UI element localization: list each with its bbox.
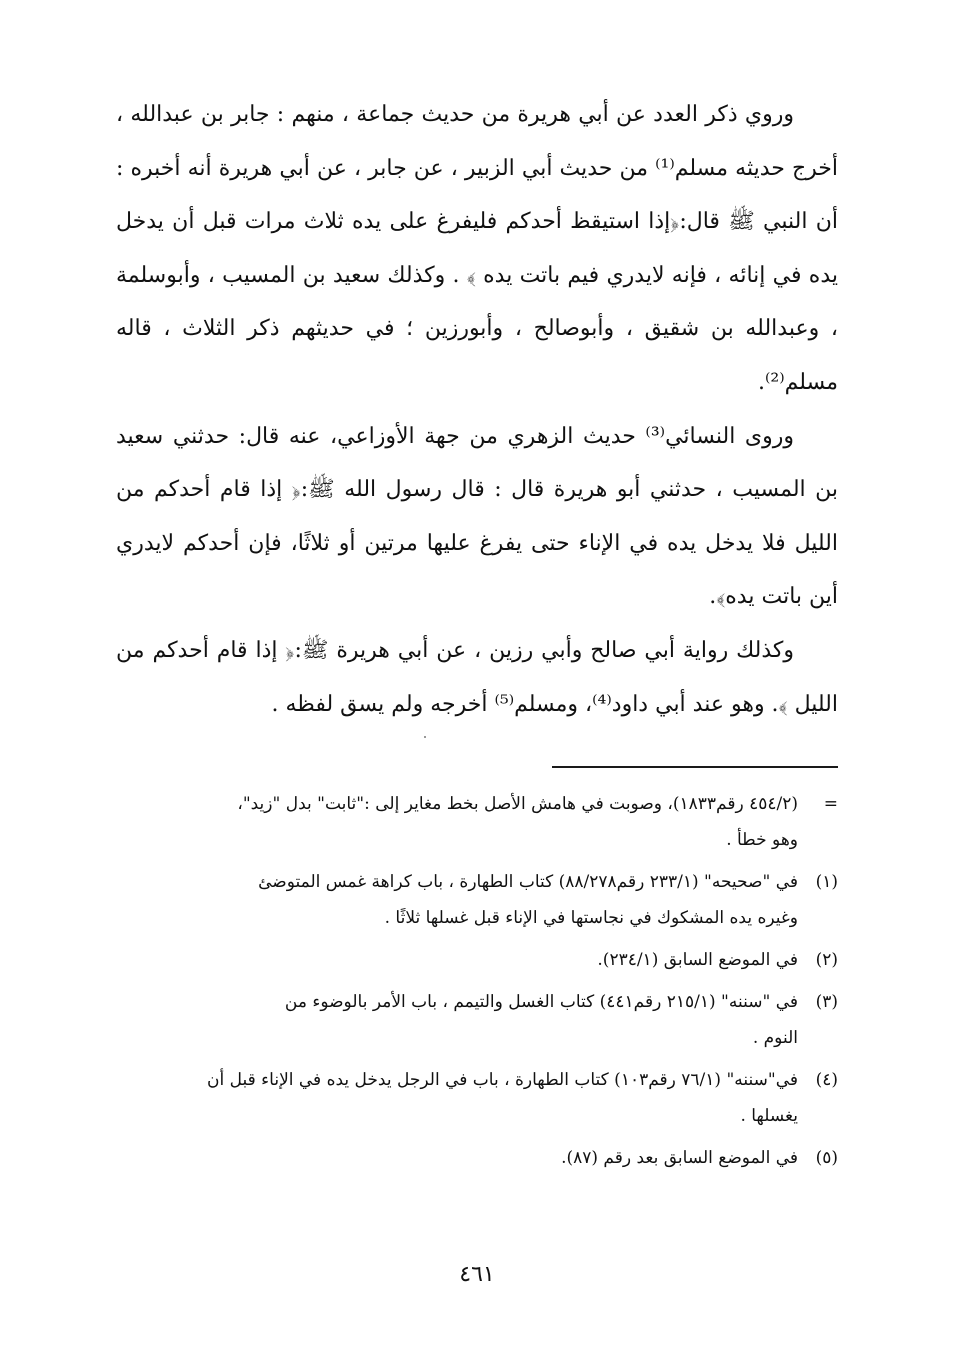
footnote-marker: (١) [815,872,838,892]
footnote-line: في "سننه" (٢١٥/١ رقم٤٤١) كتاب الغسل والتيمم ، باب الأمر بالوضوء من [284,992,798,1012]
footnote-marker: (٥) [815,1148,838,1168]
footnote-marker: (٤) [815,1070,838,1090]
footnote-line: (٤٥٤/٢ رقم١٨٣٣)، وصوبت في هامش الأصل بخط مغاير إلى :"ثابت" بدل "زيد"، [237,794,798,814]
main-text [116,88,838,731]
footnote-divider [552,766,838,768]
footnote-line: النوم . [752,1028,798,1048]
footnote-line: في الموضع السابق (٢٣٤/١). [597,950,798,970]
footnote-4 [116,1062,838,1134]
paragraph-1: وروي ذكر العدد عن أبي هريرة من حديث جماعة ، منهم : جابر بن عبدالله ، أخرج حديثه مسلم⁽¹⁾ من حديث أبي الزبير ، عن جابر ، عن أبي هريرة أنه أخبره : أن النبي ﷺ قال:﴿إذا استيقظ أحدكم فليفرغ على يده ثلاث مرات قبل أن يدخل يده في إنائه ، فإنه لايدري فيم باتت يده ﴾ . وكذلك سعيد بن المسيب ، وأبوسلمة ، وعبدالله بن شقيق ، وأبوصالح ، وأبورزين ؛ في حديثهم ذكر الثلاث ، قاله مسلم⁽²⁾. [116,102,838,395]
footnote-line: يغسلها . [740,1106,798,1126]
footnote-line: في الموضع السابق بعد رقم (٨٧). [561,1148,798,1168]
footnote-2 [116,942,838,978]
footnote-line: وهو خطأ . [726,830,798,850]
footnote-marker: (٢) [815,950,838,970]
page-number: ٤٦١ [459,1262,495,1287]
footnotes [116,786,838,1182]
paragraph-2: وروى النسائي⁽³⁾ حديث الزهري من جهة الأوزاعي، عنه قال: حدثني سعيد بن المسيب ، حدثني أبو هريرة قال : قال رسول الله ﷺ:﴿ إذا قام أحدكم من الليل فلا يدخل يده في الإناء حتى يفرغ عليها مرتين أو ثلاثًا، فإن أحدكم لايدري أين باتت يده﴾. [116,423,838,610]
footnote-line: وغيره يده المشكوك في نجاستها في الإناء قبل غسلها ثلاثًا . [384,908,798,928]
footnote-marker: = [823,794,838,814]
footnote-5 [116,1140,838,1176]
footnote-continuation [116,786,838,858]
footnote-marker: (٣) [815,992,838,1012]
footnote-line: في"سننه" (٧٦/١ رقم١٠٣) كتاب الطهارة ، باب في الرجل يدخل يده في الإناء قبل أن [207,1070,798,1090]
footnote-1 [116,864,838,936]
footnote-line: في "صحيحه" (٢٣٣/١ رقم٨٨/٢٧٨) كتاب الطهارة ، باب كراهة غمس المتوضئ [258,872,798,892]
footnote-3 [116,984,838,1056]
scan-speck [424,736,426,738]
paragraph-3: وكذلك رواية أبي صالح وأبي رزين ، عن أبي هريرة ﷺ:﴿ إذا قام أحدكم من الليل ﴾. وهو عند أبي داود⁽⁴⁾، ومسلم⁽⁵⁾ أخرجه ولم يسق لفظه . [116,637,838,717]
